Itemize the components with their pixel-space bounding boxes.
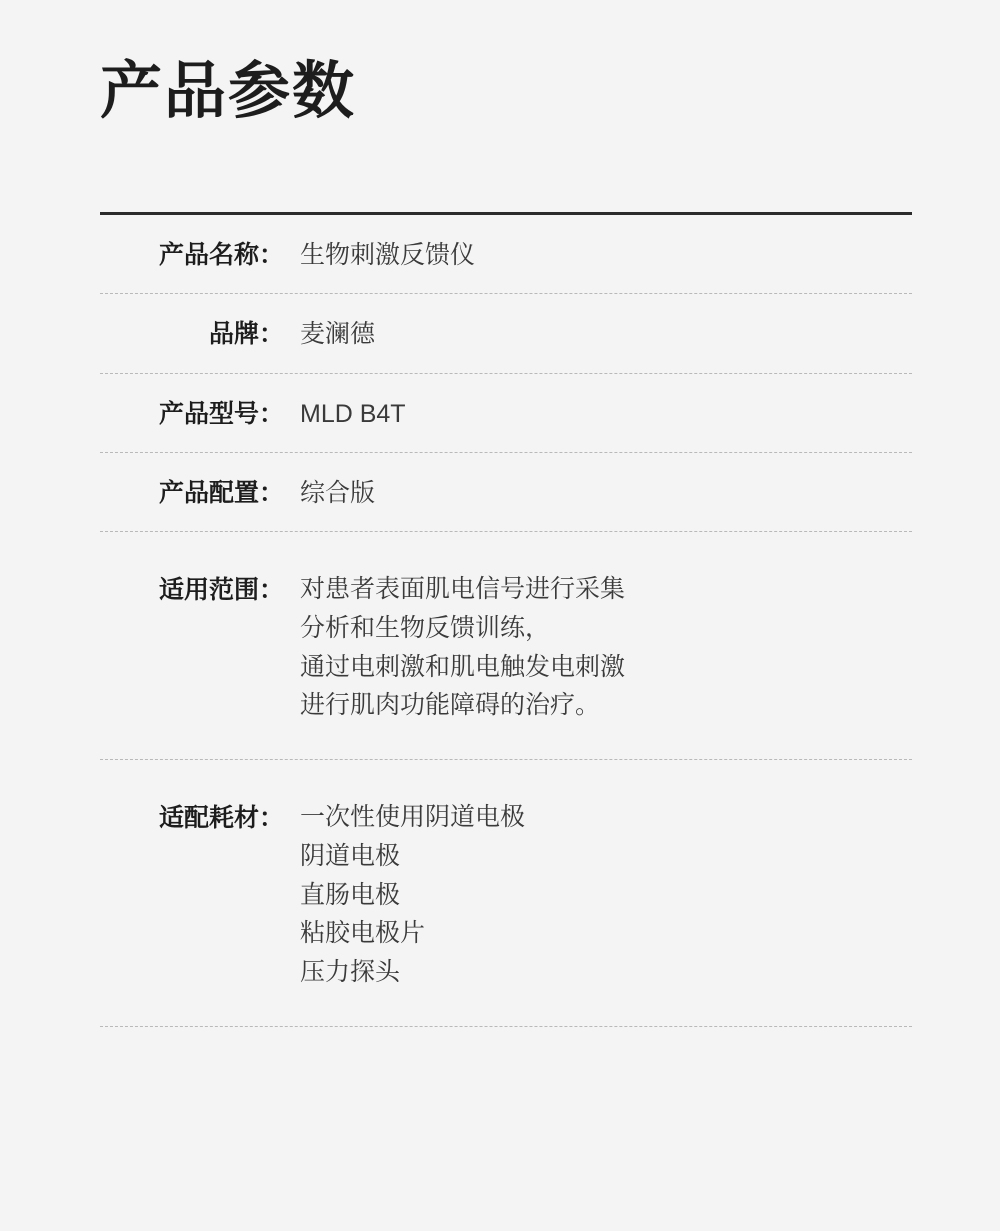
spec-value — [300, 798, 912, 992]
spec-value — [300, 237, 912, 273]
table-row — [100, 760, 912, 1027]
spec-label: 适配耗材： — [158, 804, 284, 832]
spec-value — [300, 316, 912, 352]
spec-value — [300, 475, 912, 511]
spec-value-line: 麦澜德 — [300, 320, 376, 349]
spec-value-line: MLD B4T — [300, 399, 406, 428]
page-title: 产品参数 — [100, 57, 357, 126]
spec-value-line: 阴道电极 — [300, 841, 401, 870]
spec-value-line: 直肠电极 — [300, 880, 401, 909]
table-row — [100, 374, 912, 453]
spec-value-line: 对患者表面肌电信号进行采集 — [300, 575, 626, 603]
spec-value-line: 综合版 — [300, 478, 376, 507]
table-row — [100, 453, 912, 532]
spec-label: 适用范围： — [158, 576, 284, 604]
spec-value-line: 分析和生物反馈训练， — [300, 613, 551, 642]
spec-label: 品牌： — [208, 320, 284, 349]
spec-table — [100, 215, 912, 1027]
spec-value-line: 通过电刺激和肌电触发电刺激 — [300, 652, 626, 681]
table-row — [100, 215, 912, 294]
spec-value — [300, 396, 912, 432]
table-row — [100, 294, 912, 373]
spec-value-line: 一次性使用阴道电极 — [300, 803, 526, 831]
spec-value-line: 进行肌肉功能障碍的治疗。 — [300, 691, 601, 720]
spec-label: 产品配置： — [158, 478, 284, 507]
spec-value-line: 生物刺激反馈仪 — [300, 241, 476, 269]
spec-value-line: 压力探头 — [300, 958, 401, 986]
table-row — [100, 532, 912, 760]
spec-value-line: 粘胶电极片 — [300, 919, 426, 948]
spec-label: 产品型号： — [158, 399, 284, 428]
spec-value — [300, 570, 912, 725]
spec-label: 产品名称： — [158, 241, 284, 269]
